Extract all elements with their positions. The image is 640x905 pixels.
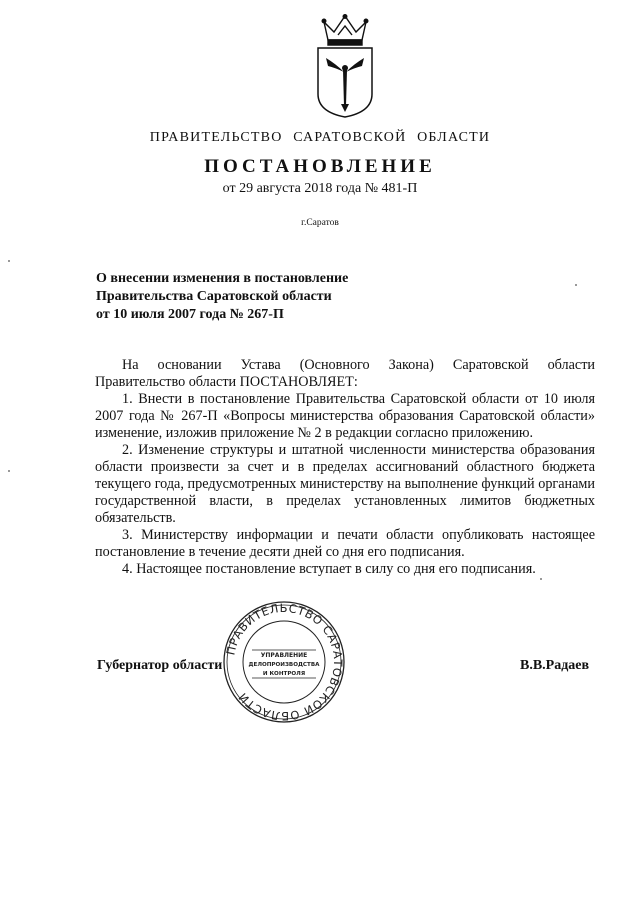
document-date-number: от 29 августа 2018 года № 481-П [222,181,418,196]
item-paragraph-4: 4. Настоящее постановление вступает в силу со дня его подписания. [122,561,536,577]
scan-speck [575,284,577,286]
city-label: г.Саратов [301,218,339,228]
scan-speck [8,470,10,472]
official-seal-stamp [222,600,346,724]
signatory-name: В.В.Радаев [520,658,590,673]
subject-line: от 10 июля 2007 года № 267-П [96,307,284,322]
item-paragraph-1: 1. Внести в постановление Правительства Саратовской области от 10 июля 2007 года № 267-П «Вопросы министерства образования Саратовской области» изменение, изложив приложение № 2 в редакции согласно приложению. [95,391,595,441]
coat-of-arms-emblem [314,14,376,118]
preamble-paragraph: На основании Устава (Основного Закона) Саратовской области Правительство области ПОСТАНОВЛЯЕТ: [95,357,595,390]
subject-line: О внесении изменения в постановление [96,271,349,286]
scan-speck [540,578,542,580]
organization-title: ПРАВИТЕЛЬСТВО САРАТОВСКОЙ ОБЛАСТИ [149,130,491,145]
seal-center-line-3: И КОНТРОЛЯ [262,671,306,677]
scan-speck [8,260,10,262]
seal-center-line-2: ДЕЛОПРОИЗВОДСТВА [248,662,320,668]
document-subject [96,270,416,324]
item-paragraph-3: 3. Министерству информации и печати области опубликовать настоящее постановление в течение десяти дней со дня его подписания. [95,527,595,560]
crown-icon [322,15,368,45]
signatory-position: Губернатор области [97,658,223,673]
item-paragraph-2: 2. Изменение структуры и штатной численности министерства образования области произвести за счет и в пределах ассигнований областного бюджета текущего года, предусмотренных министерству на выполнение функций органами государственной власти, в пределах установленных лимитов бюджетных обязательств. [95,442,595,526]
document-type-title: ПОСТАНОВЛЕНИЕ [204,156,436,177]
subject-line: Правительства Саратовской области [96,289,332,304]
seal-ring-text: ПРАВИТЕЛЬСТВО САРАТОВСКОЙ ОБЛАСТИ [223,600,346,724]
seal-center-line-1: УПРАВЛЕНИЕ [260,652,308,659]
document-body [95,357,595,578]
